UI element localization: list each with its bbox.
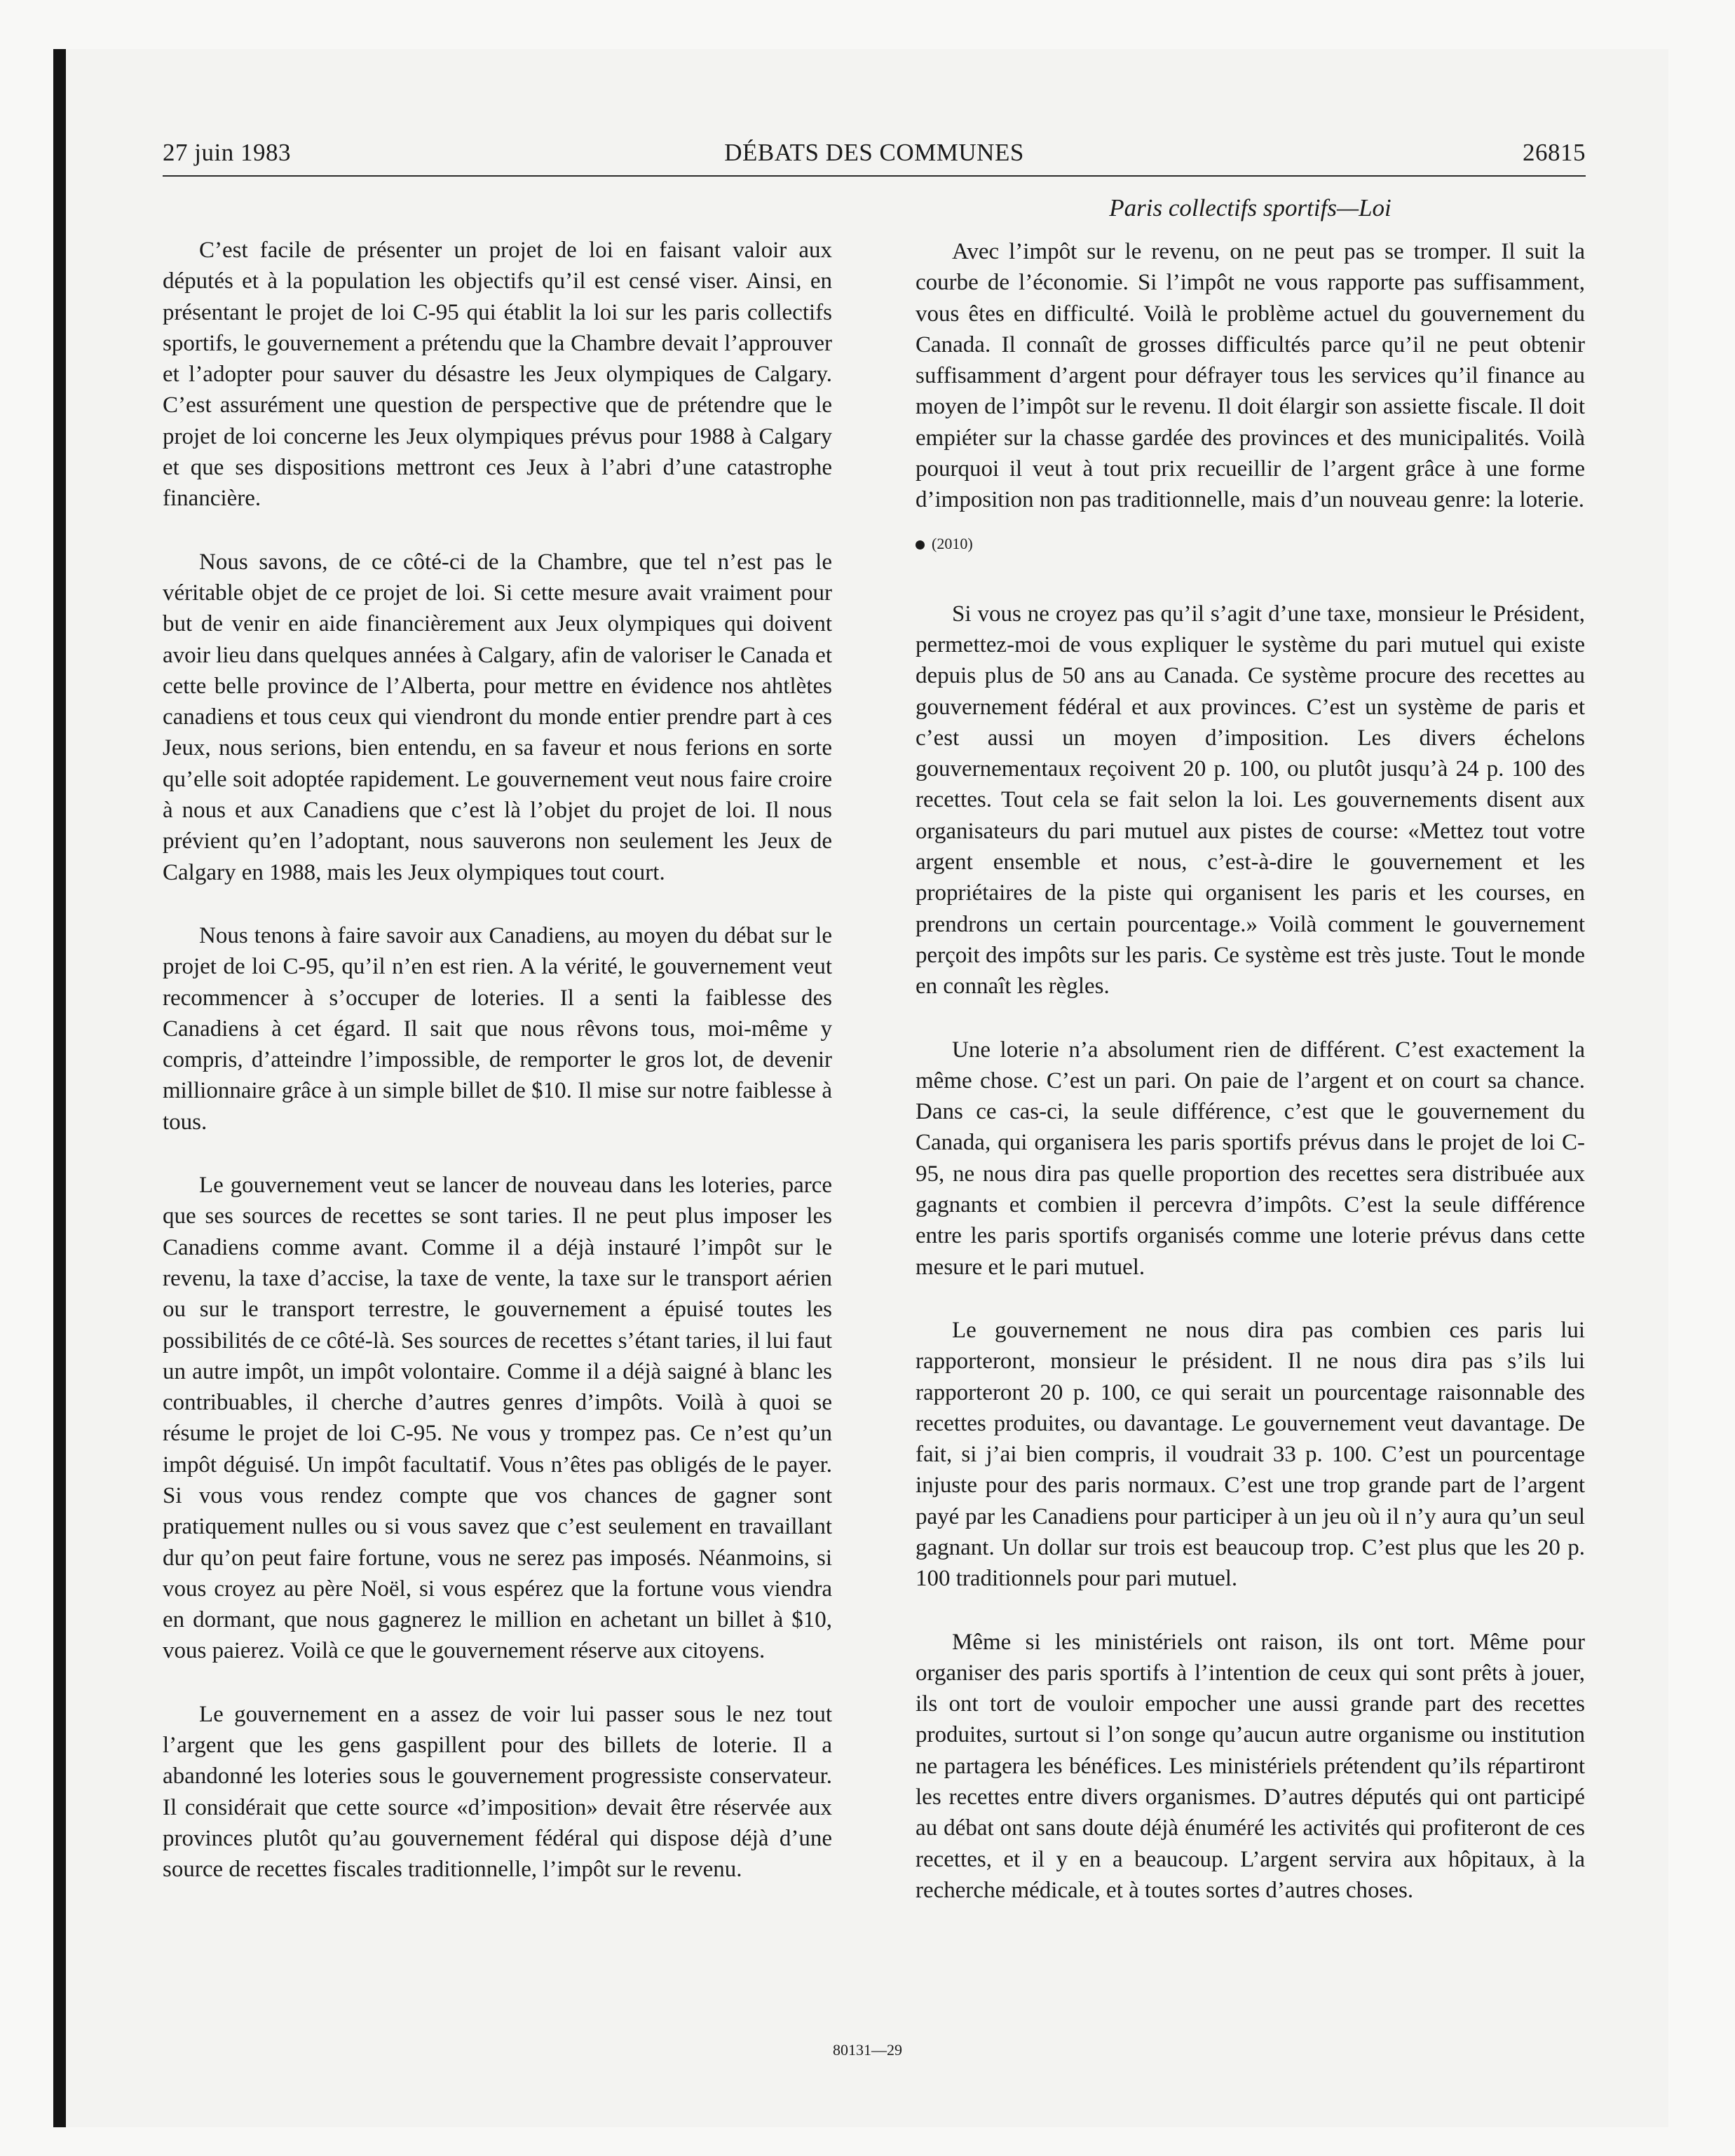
paragraph: Nous savons, de ce côté-ci de la Chambre, que tel n’est pas le véritable objet de ce projet de loi. Si cette mesure avait vraiment pour but de venir en aide financièrement aux Jeux olympiques qui doivent avoir lieu dans quelques années à Calgary, afin de valoriser le Canada et cette belle province de l’Alberta, pour mettre en évidence nos ahtlètes canadiens et tous ceux qui viendront du monde entier prendre part à ces Jeux, nous serions, bien entendu, en sa faveur et nous ferions en sorte qu’elle soit adoptée rapidement. Le gouvernement veut nous faire croire à nous et aux Canadiens que c’est là l’objet du projet de loi. Il nous prévient qu’en l’adoptant, nous sauverons non seulement les Jeux de Calgary en 1988, mais les Jeux olympiques tout court. [163, 549, 832, 885]
time-stamp-text: (2010) [932, 534, 973, 552]
bullet-dot-icon [916, 540, 925, 550]
right-column [916, 193, 1585, 1938]
paragraph: C’est facile de présenter un projet de loi en faisant valoir aux députés et à la population les objectifs qu’il est censé viser. Ainsi, en présentant le projet de loi C-95 qui établit la loi sur les paris collectifs sportifs, le gouvernement a prétendu que la Chambre devait l’approuver et l’adopter pour sauver du désastre les Jeux olympiques de Calgary. C’est assurément une question de perspective que de prétendre que le projet de loi concerne les Jeux olympiques prévus pour 1988 à Calgary et que ses dispositions mettront ces Jeux à l’abri d’une catastrophe financière. [163, 238, 832, 512]
paragraph: Une loterie n’a absolument rien de différent. C’est exactement la même chose. C’est un pari. On paie de l’argent et on court sa chance. Dans ce cas-ci, la seule différence, c’est que le gouvernement du Canada, qui organisera les paris sportifs prévus dans le projet de loi C-95, ne nous dira pas quelle proportion des recettes sera distribuée aux gagnants et combien il percevra d’impôts. C’est la seule différence entre les paris sportifs organisés comme une loterie prévus dans cette mesure et le pari mutuel. [916, 1037, 1585, 1280]
paragraph: Le gouvernement veut se lancer de nouveau dans les loteries, parce que ses sources de recettes se sont taries. Il ne peut plus imposer les Canadiens comme avant. Comme il a déjà instauré l’impôt sur le revenu, la taxe d’accise, la taxe de vente, la taxe sur le transport aérien ou sur le transport terrestre, le gouvernement a épuisé toutes les possibilités de ce côté-là. Ses sources de recettes s’étant taries, il lui faut un autre impôt, un impôt volontaire. Comme il a déjà saigné à blanc les contribuables, il cherche d’autres genres d’impôts. Voilà à quoi se résume le projet de loi C-95. Ne vous y trompez pas. Ce n’est qu’un impôt déguisé. Un impôt facultatif. Vous n’êtes pas obligés de le payer. Si vous vous rendez compte que vos chances de gagner sont pratiquement nulles ou si vous savez que c’est seulement en travaillant dur qu’on peut faire fortune, vous ne serez pas imposés. Néanmoins, si vous croyez au père Noël, si vous espérez que la fortune vous viendra en dormant, que nous gagnerez le million en achetant un billet à $10, vous paierez. Voilà ce que le gouvernement réserve aux citoyens. [163, 1173, 832, 1664]
time-stamp [916, 530, 1585, 558]
left-column [163, 235, 832, 1918]
page-header [163, 139, 1586, 177]
header-page-number: 26815 [1523, 139, 1586, 166]
paragraph: Avec l’impôt sur le revenu, on ne peut pas se tromper. Il suit la courbe de l’économie. Si l’impôt ne vous rapporte pas suffisamment, vous êtes en difficulté. Voilà le problème actuel du gouvernement du Canada. Il connaît de grosses difficultés parce qu’il ne peut obtenir suffisamment d’argent pour défrayer tous les services qu’il finance au moyen de l’impôt sur le revenu. Il doit élargir son assiette fiscale. Il doit empiéter sur la chasse gardée des provinces et des municipalités. Voilà pourquoi il veut à tout prix recueillir de l’argent grâce à une forme d’imposition non pas traditionnelle, mais d’un nouveau genre: la loterie. [916, 239, 1585, 513]
header-date: 27 juin 1983 [163, 139, 291, 166]
paragraph: Nous tenons à faire savoir aux Canadiens, au moyen du débat sur le projet de loi C-95, qu’il n’en est rien. A la vérité, le gouvernement veut recommencer à s’occuper de loteries. Il a senti la faiblesse des Canadiens à cet égard. Il sait que nous rêvons tous, moi-même y compris, d’atteindre l’impossible, de remporter le gros lot, de devenir millionnaire grâce à un simple billet de $10. Il mise sur notre faiblesse à tous. [163, 922, 832, 1135]
page-footer: 80131—29 [833, 2041, 902, 2059]
header-title: DÉBATS DES COMMUNES [724, 139, 1024, 166]
paragraph: Même si les ministériels ont raison, ils ont tort. Même pour organiser des paris sportifs à l’intention de ceux qui sont prêts à jouer, ils ont tort de vouloir empocher une aussi grande part des recettes produites, surtout si l’on songe qu’aucun autre organisme ou institution ne partagera les bénéfices. Les ministériels prétendent qu’ils répartiront les recettes entre divers organismes. D’autres députés qui ont participé au débat ont sans doute déjà énuméré les activités qui profiteront de ces recettes, et il y en a beaucoup. L’argent servira aux hôpitaux, à la recherche médicale, et à toutes sortes d’autres choses. [916, 1629, 1585, 1903]
paragraph: Le gouvernement ne nous dira pas combien ces paris lui rapporteront, monsieur le président. Il ne nous dira pas s’ils lui rapporteront 20 p. 100, ce qui serait un pourcentage raisonnable des recettes produites, ou davantage. Le gouvernement veut davantage. De fait, si j’ai bien compris, il voudrait 33 p. 100. C’est un pourcentage injuste pour des paris normaux. C’est une trop grande part de l’argent payé par les Canadiens pour participer à un jeu où il n’y aura qu’un seul gagnant. Un dollar sur trois est beaucoup trop. C’est plus que les 20 p. 100 traditionnels pour pari mutuel. [916, 1317, 1585, 1592]
scan-edge [53, 49, 66, 2127]
section-subhead: Paris collectifs sportifs—Loi [1109, 194, 1392, 221]
paragraph: Le gouvernement en a assez de voir lui passer sous le nez tout l’argent que les gens gaspillent pour des billets de loterie. Il a abandonné les loteries sous le gouvernement progressiste conservateur. Il considérait que cette source «d’imposition» devait être réservée aux provinces plutôt qu’au gouvernement fédéral qui dispose déjà d’une source de recettes fiscales traditionnelle, l’impôt sur le revenu. [163, 1701, 832, 1883]
paragraph: Si vous ne croyez pas qu’il s’agit d’une taxe, monsieur le Président, permettez-moi de vous expliquer le système du pari mutuel qui existe depuis plus de 50 ans au Canada. Ce système procure des recettes au gouvernement fédéral et aux provinces. C’est un système de paris et c’est aussi un moyen d’imposition. Les divers échelons gouvernementaux reçoivent 20 p. 100, ou plutôt jusqu’à 24 p. 100 des recettes. Tout cela se fait selon la loi. Les gouvernements disent aux organisateurs du pari mutuel aux pistes de course: «Mettez tout votre argent ensemble et nous, c’est-à-dire le gouvernement et les propriétaires de la piste qui organisent les paris et les courses, en prendrons un certain pourcentage.» Voilà comment le gouvernement perçoit des impôts sur les paris. Ce système est très juste. Tout le monde en connaît les règles. [916, 601, 1585, 999]
